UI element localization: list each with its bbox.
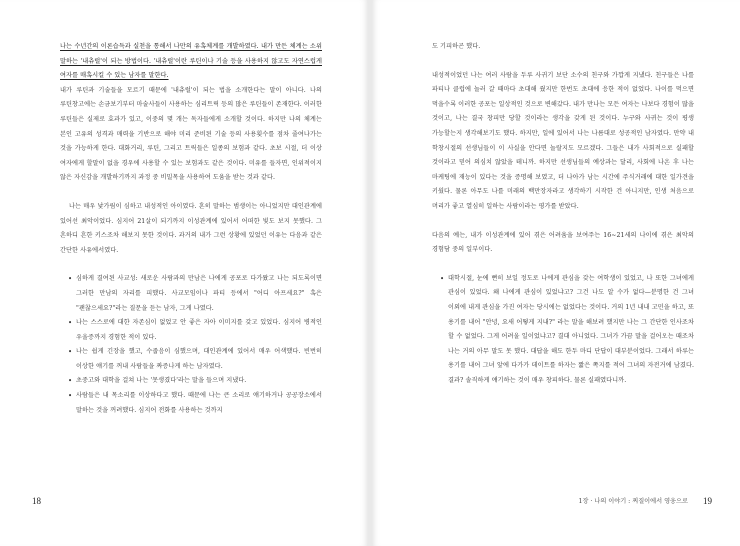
list-item: • 초중고와 대학을 걸쳐 나는 '못생겼다'라는 말을 들으며 지냈다. [68,374,322,389]
right-bullet-list [432,272,694,389]
left-bullet-list [60,272,322,418]
page-number-left: 18 [32,496,41,506]
left-page [0,0,368,546]
right-page [372,0,740,546]
body-paragraph: 나는 매우 낯가림이 심하고 내성적인 아이였다. 혼히 말하는 범생이는 아니었지만 대인관계에 있어선 최악이었다. 심지어 21살이 되기까지 이성관계에 있어서 어떠한 빛도 보지 못했다. 그 흔하디 흔한 키스조차 해보지 못한 것이다. 과거의 내가 그런 상황에 있었던 이유는 다음과 같은 간단한 사유에서였다. [60,202,322,254]
body-paragraph [60,40,322,84]
paragraph-gap [432,55,694,69]
paragraph-gap [60,186,322,200]
paragraph-gap [432,215,694,229]
body-paragraph: 내가 루틴과 기술들을 모르기 때문에 '내츄럴'이 되는 법을 소개한다는 말이 아니다. 나의 루틴창고에는 손금보기부터 마술사들이 사용하는 심리트릭 등의 많은 루틴들이 존재한다. 이러한 루틴들은 실제로 효과가 있고, 이중의 몇 개는 독자들에게 소개할 것이다. 하지만 나의 체계는 본인 고유의 성격과 매력을 기반으로 해야 미리 준비된 기술 등의 사용횟수를 점차 줄여나가는 것을 가능하게 한다. 대화거리, 루틴, 그리고 트릭들은 일종의 보험과 같다. 초보 시절, 더 이상 여자에게 할말이 없을 경우에 사용할 수 있는 보험과도 같은 것이다. 미유를 들자면, 인위적이지 않은 자신감을 개발하기까지 과정 중 비밀목을 사용하여 도움을 받는 것과 같다. [60,86,322,182]
page-number-right: 19 [703,496,712,506]
body-paragraph: 도 기피하곤 했다. [432,43,481,50]
list-item: • 나는 쉽게 긴장을 했고, 수줍음이 심했으며, 대인관계에 있어서 매우 어색했다. 빈번히 이상한 얘기를 꺼내 사람들을 짜증나게 하는 남자였다. [68,345,322,374]
underlined-text: 나는 수년간의 이론습득과 실천을 통해서 나만의 유혹체계를 개발하였다. 내가 만든 체계는 소위 말하는 '내츄럴'이 되는 방법이다. '내츄럴'이란 루틴이나 기술 등을 사용하지 않고도 자연스럽게 여자를 매혹시킬 수 있는 남자를 말한다. [60,43,322,80]
right-page-body [432,40,694,388]
list-item: • 사람들은 내 목소리를 이상하다고 했다. 때문에 나는 큰 소리로 얘기하거나 공공장소에서 말하는 것을 꺼려했다. 심지어 전화를 사용하는 것까지 [68,389,322,418]
left-paragraphs [60,40,322,258]
right-paragraphs [432,40,694,258]
spacer [60,258,322,272]
list-item: • 나는 스스로에 대한 자존심이 없었고 안 좋은 자아 이미지를 갖고 있었다. 심지어 병적인 우울증까지 경험한 적이 있다. [68,316,322,345]
spacer [432,258,694,272]
list-item: • 심하게 결여된 사교성: 새로운 사람과의 만남은 나에게 공포로 다가왔고 나는 되도록이면 그러한 만남의 자리를 피했다. 사교모임이나 파티 등에서 "어디 아프세요?" 혹은 "괜찮으세요?"라는 질문을 듣는 남자, 그게 나였다. [68,272,322,316]
body-paragraph: 내성적이었던 나는 여러 사람을 두루 사귀기 보단 소수의 친구와 가깝게 지냈다. 친구들은 나를 파티나 클럽에 놀러 갈 때마다 초대해 줬지만 한번도 초대에 응한 적이 없었다. 나이를 먹으면 먹을수록 이러한 공포는 일상적인 것으로 변해갔다. 내가 만나는 모든 여자는 나보다 경험이 많을 것이고, 나는 결국 창피만 당할 것이라는 생각을 갖게 된 것이다. 누구와 사귀는 것이 평생 가능할는지 생각해보기도 했다. 하지만, 일에 있어서 나는 나름대로 성공적인 남자였다. 만약 내 학창시절의 선생님들이 이 사실을 안다면 놀랄지도 모르겠다. 그들은 내가 사회적으로 실패할 것이라고 믿어 의심치 않았을 테니까. 하지만 선생님들의 예상과는 달리, 사회에 나온 후 나는 마케팅에 재능이 있다는 것을 증명해 보였고, 더 나아가 남는 시간에 주식거래에 대한 일가견을 키웠다. 물론 아무도 나를 미래의 백만장자라고 생각하기 시작한 건 아니지만, 인생 처음으로 머리가 좋고 열심히 일하는 사람이라는 평가를 받았다. [432,71,694,210]
body-paragraph: 다음의 예는, 내가 이성관계에 있어 겪은 어려움을 보여주는 16~21세의 나이에 겪은 최악의 경험담 중의 일부이다. [432,231,694,254]
list-item: • 대학시절, 눈에 뻔히 보일 정도로 나에게 관심을 갖는 여학생이 있었고, 나 또한 그녀에게 관심이 있었다. 왜 나에게 관심이 있었냐고? 그건 나도 알 수가 없다—분명한 건 그녀 이외에 내게 관심을 가진 여자는 당시에는 없었다는 것이다. 거의 1년 내내 고민을 하고, 또 용기를 내어 "안녕, 요새 어떻게 지내?" 라는 말을 해보려 했지만 나는 그 간단한 인사조차 할 수 없었다. 그게 어려울 일이었냐고? 결대 아니었다. 그녀가 가끔 말을 걸어오는 때조차 나는 거의 아무 말도 못 했다. 대답을 해도 한두 마디 단답이 대부분이었다. 그래서 하루는 용기를 내어 그녀 앞에 다가가 데이트를 하자는 짧은 쪽지를 적어 그녀의 자전거에 남겼다. 결과? 솔직하게 얘기하는 것이 매우 창피하다. 물론 실패였다니까. [440,272,694,389]
left-page-body [60,40,322,418]
running-head: 1장 · 나의 이야기 : 찌질이에서 영웅으로 [578,498,688,505]
